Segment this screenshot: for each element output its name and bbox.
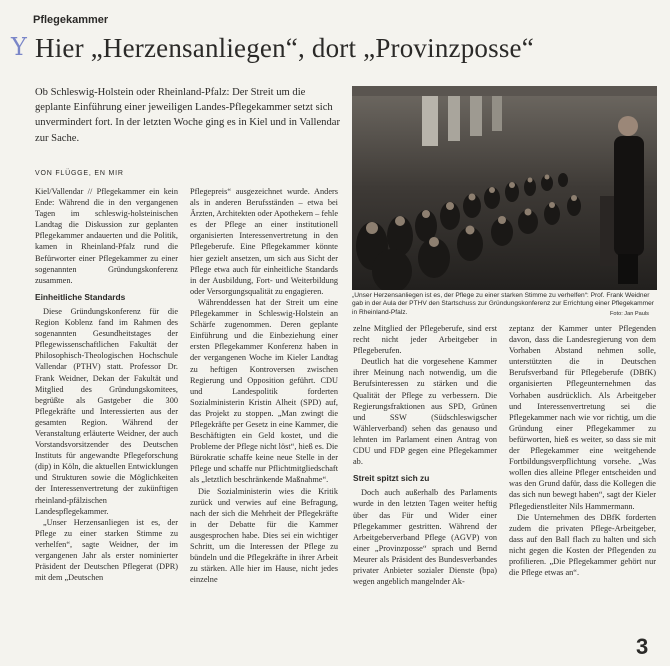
speaker-legs — [618, 254, 638, 284]
byline: VON FLÜGGE, EN MIR — [35, 170, 124, 177]
section-label: Pflegekammer — [33, 14, 109, 26]
ornament-mark: Y — [11, 33, 27, 61]
subheading: Einheitliche Standards — [35, 291, 126, 302]
text-column-1 — [35, 186, 178, 656]
text-column-4 — [509, 323, 656, 656]
paragraph: zelne Mitglied der Pflegeberufe, sind erst recht nicht jeder Arbeitgeber in Pflegeberufen. — [353, 324, 497, 356]
page-number: 3 — [636, 634, 649, 659]
paragraph: Diese Gründungskonferenz für die Region Koblenz fand im Rahmen des sogenannten Gesundheitstages der Pflegewissenschaftlichen Fakultät der Philosophisch-Theologischen Hochschule Vallendar (PTHV) statt. Professor Dr. Frank Weidner, Dekan der Fakultät und Mitglied des Gründungskomitees, begrüßte als Gastgeber die 300 Pflegekräfte und Interessierten aus der gesamten Region. Während der Veranstaltung erläuterte Weidner, der auch Vorstandsvorsitzender des Deutschen Instituts für angewandte Pflegeforschung (dip) in Köln, die aktuellen Entwicklungen und Strukturen sowie die Möglichkeiten der Interessenvertretung der zukünftigen rheinland-pfälzischen Landespflegekammer. — [35, 306, 178, 516]
subheading: Streit spitzt sich zu — [353, 473, 430, 484]
paragraph: „Unser Herzensanliegen ist es, der Pflege zu einer starken Stimme zu verhelfen“, sagte Weidner, der im vergangenen Jahr als erster nominierter Präsident der Deutschen Pflegerat (DPR) mit dem „Deutschen — [35, 517, 178, 583]
paragraph: Deutlich hat die vorgesehene Kammer ihrer Meinung nach notwendig, um die Berufsinteressen zu stärken und die Qualität der Pflege zu verbessern. Die Regierungsfraktionen aus SPD, Grünen und SSW (Südschleswigscher Wählerverband) sehen das genauso und lehnten im Parlament einen Antrag von CDU und FDP gegen eine Pflegekammer ab. — [353, 357, 497, 467]
photo-credit: Foto: Jan Pauls — [610, 311, 649, 317]
text-column-3 — [353, 323, 497, 656]
paragraph: zeptanz der Kammer unter Pflegenden davon, dass die Landesregierung von dem Vorhaben Abstand nehmen solle, unterstützten die in Deutschen Berufsverband für Pflegeberufe (DBfK) organisierten Pflegeunternehmen das Vorhaben ausdrücklich. Als Arbeitgeber und Interessenvertretung sei die Pflegekammer nach wie vor richtig, um die Gründung einer Pflegekammer zu befürworten, hieß es weiter, so dass sie mit der Pflegekammer eine weitgehende Fortbildungsverpflichtung vorsehe. „Was wollen dies alleine Pfleger entscheiden und was den Grund dafür, dass die Kollegen die das sich nun bewegt haben“, sagt der Kieler Pflegedienstleiter Nils Hammermann. — [509, 324, 656, 511]
ceiling-beam — [352, 86, 657, 96]
text-column-2 — [190, 186, 338, 656]
photo-caption: „Unser Herzensanliegen ist es, der Pflege zu einer starken Stimme zu verhelfen“: Prof. Frank Weidner gab in der Aula der PTHV den Startschuss zur Gründungskonferenz zur Errichtung einer Pflegekammer in Rheinland-Pfalz. — [352, 292, 654, 316]
paragraph: Die Unternehmen des DBfK forderten zudem die privaten Pflege-Arbeitgeber, dass auf den Ball flach zu halten und sich nicht gegen die Kosten der Pflegenden zu profilieren. „Die Pflegekammer gehört nur die Pflege etwas an“. — [509, 512, 656, 578]
speaker-body — [614, 136, 644, 256]
headline: Hier „Herzensanliegen“, dort „Provinzposse“ — [35, 33, 534, 63]
paragraph: Kiel/Vallendar // Pflegekammer ein kein Ende: Während die in den vergangenen Tagen im schleswig-holsteinischen Landtag die Diskussion zur geplanten Pflegekammer andauerten und die Politik, kamen in Rheinland-Pfalz rund die Befürworter einer Pflegekammer zu einer sogenannten Gründungskonferenz zusammen. — [35, 187, 178, 285]
conference-photo — [352, 86, 657, 290]
paragraph: Doch auch außerhalb des Parlaments wurde in den letzten Tagen weiter heftig über das Für und Wider einer Pflegekammer gestritten. Während der Arbeitgeberverband Pflege (AGVP) von einer „Provinzposse“ sprach und Bernd Meurer als Präsident des Bundesverbandes privater Anbieter sozialer Dienste (bpa) wegen angeblich mangelnder Ak- — [353, 488, 497, 587]
paragraph: Pflegepreis“ ausgezeichnet wurde. Anders als in anderen Berufsständen – etwa bei Ärzten, Architekten oder Apothekern – fehle es der Pflege an einer institutionell organisierten Interessenvertretung in den Pflegeberufe. Eine Pflegekammer könnte hier gezielt ansetzen, um sich aus Sicht der Pflege etwa auch für einheitliche Standards in der Ausbildung, Fort- und Weiterbildung oder Versorgungsqualität zu engagieren. — [190, 187, 338, 296]
lead-paragraph: Ob Schleswig-Holstein oder Rheinland-Pfalz: Der Streit um die geplante Einführung einer jeweiligen Landes-Pflegekammer setzt sich unvermindert fort. In der letzten Woche ging es in Kiel und in Vallendar zur Sache. — [35, 87, 341, 144]
speaker-head — [618, 116, 638, 136]
paragraph: Die Sozialministerin wies die Kritik zurück und verwies auf eine Befragung, nach der sich die Mehrheit der Pflegekräfte in der Debatte für die Kammer ausgesprochen habe. Dies sei ein wichtiger Schritt, um die Interessen der Pflege zu bündeln und die Pflegekräfte in ihrer Arbeit zu stärken. Alle hier im Hause, nicht jedes einzelne — [190, 486, 338, 585]
paragraph: Währenddessen hat der Streit um eine Pflegekammer in Schleswig-Holstein an Schärfe zugenommen. Deren geplante Einführung und die Einbeziehung einer ersten Pflegekammer Konferenz haben in der vergangenen Woche im Kieler Landtag zu heftigen Kontroversen zwischen Regierung und Opposition geführt. CDU und Landespolitik forderten Sozialministerin Kristin Alheit (SPD) auf, das Projekt zu stoppen. „Man zwingt die Pflegekräfte per Gesetz in eine Kammer, die Beschäftigten ein Geld kostet, und die Probleme der Pflege nicht löst“, hieß es. Die Bürokratie schaffe keine neue Stelle in der Pflege und schaffe nur Pflichtmitgliedschaft als „letztlich beschränkende Maßnahme“. — [190, 297, 338, 485]
